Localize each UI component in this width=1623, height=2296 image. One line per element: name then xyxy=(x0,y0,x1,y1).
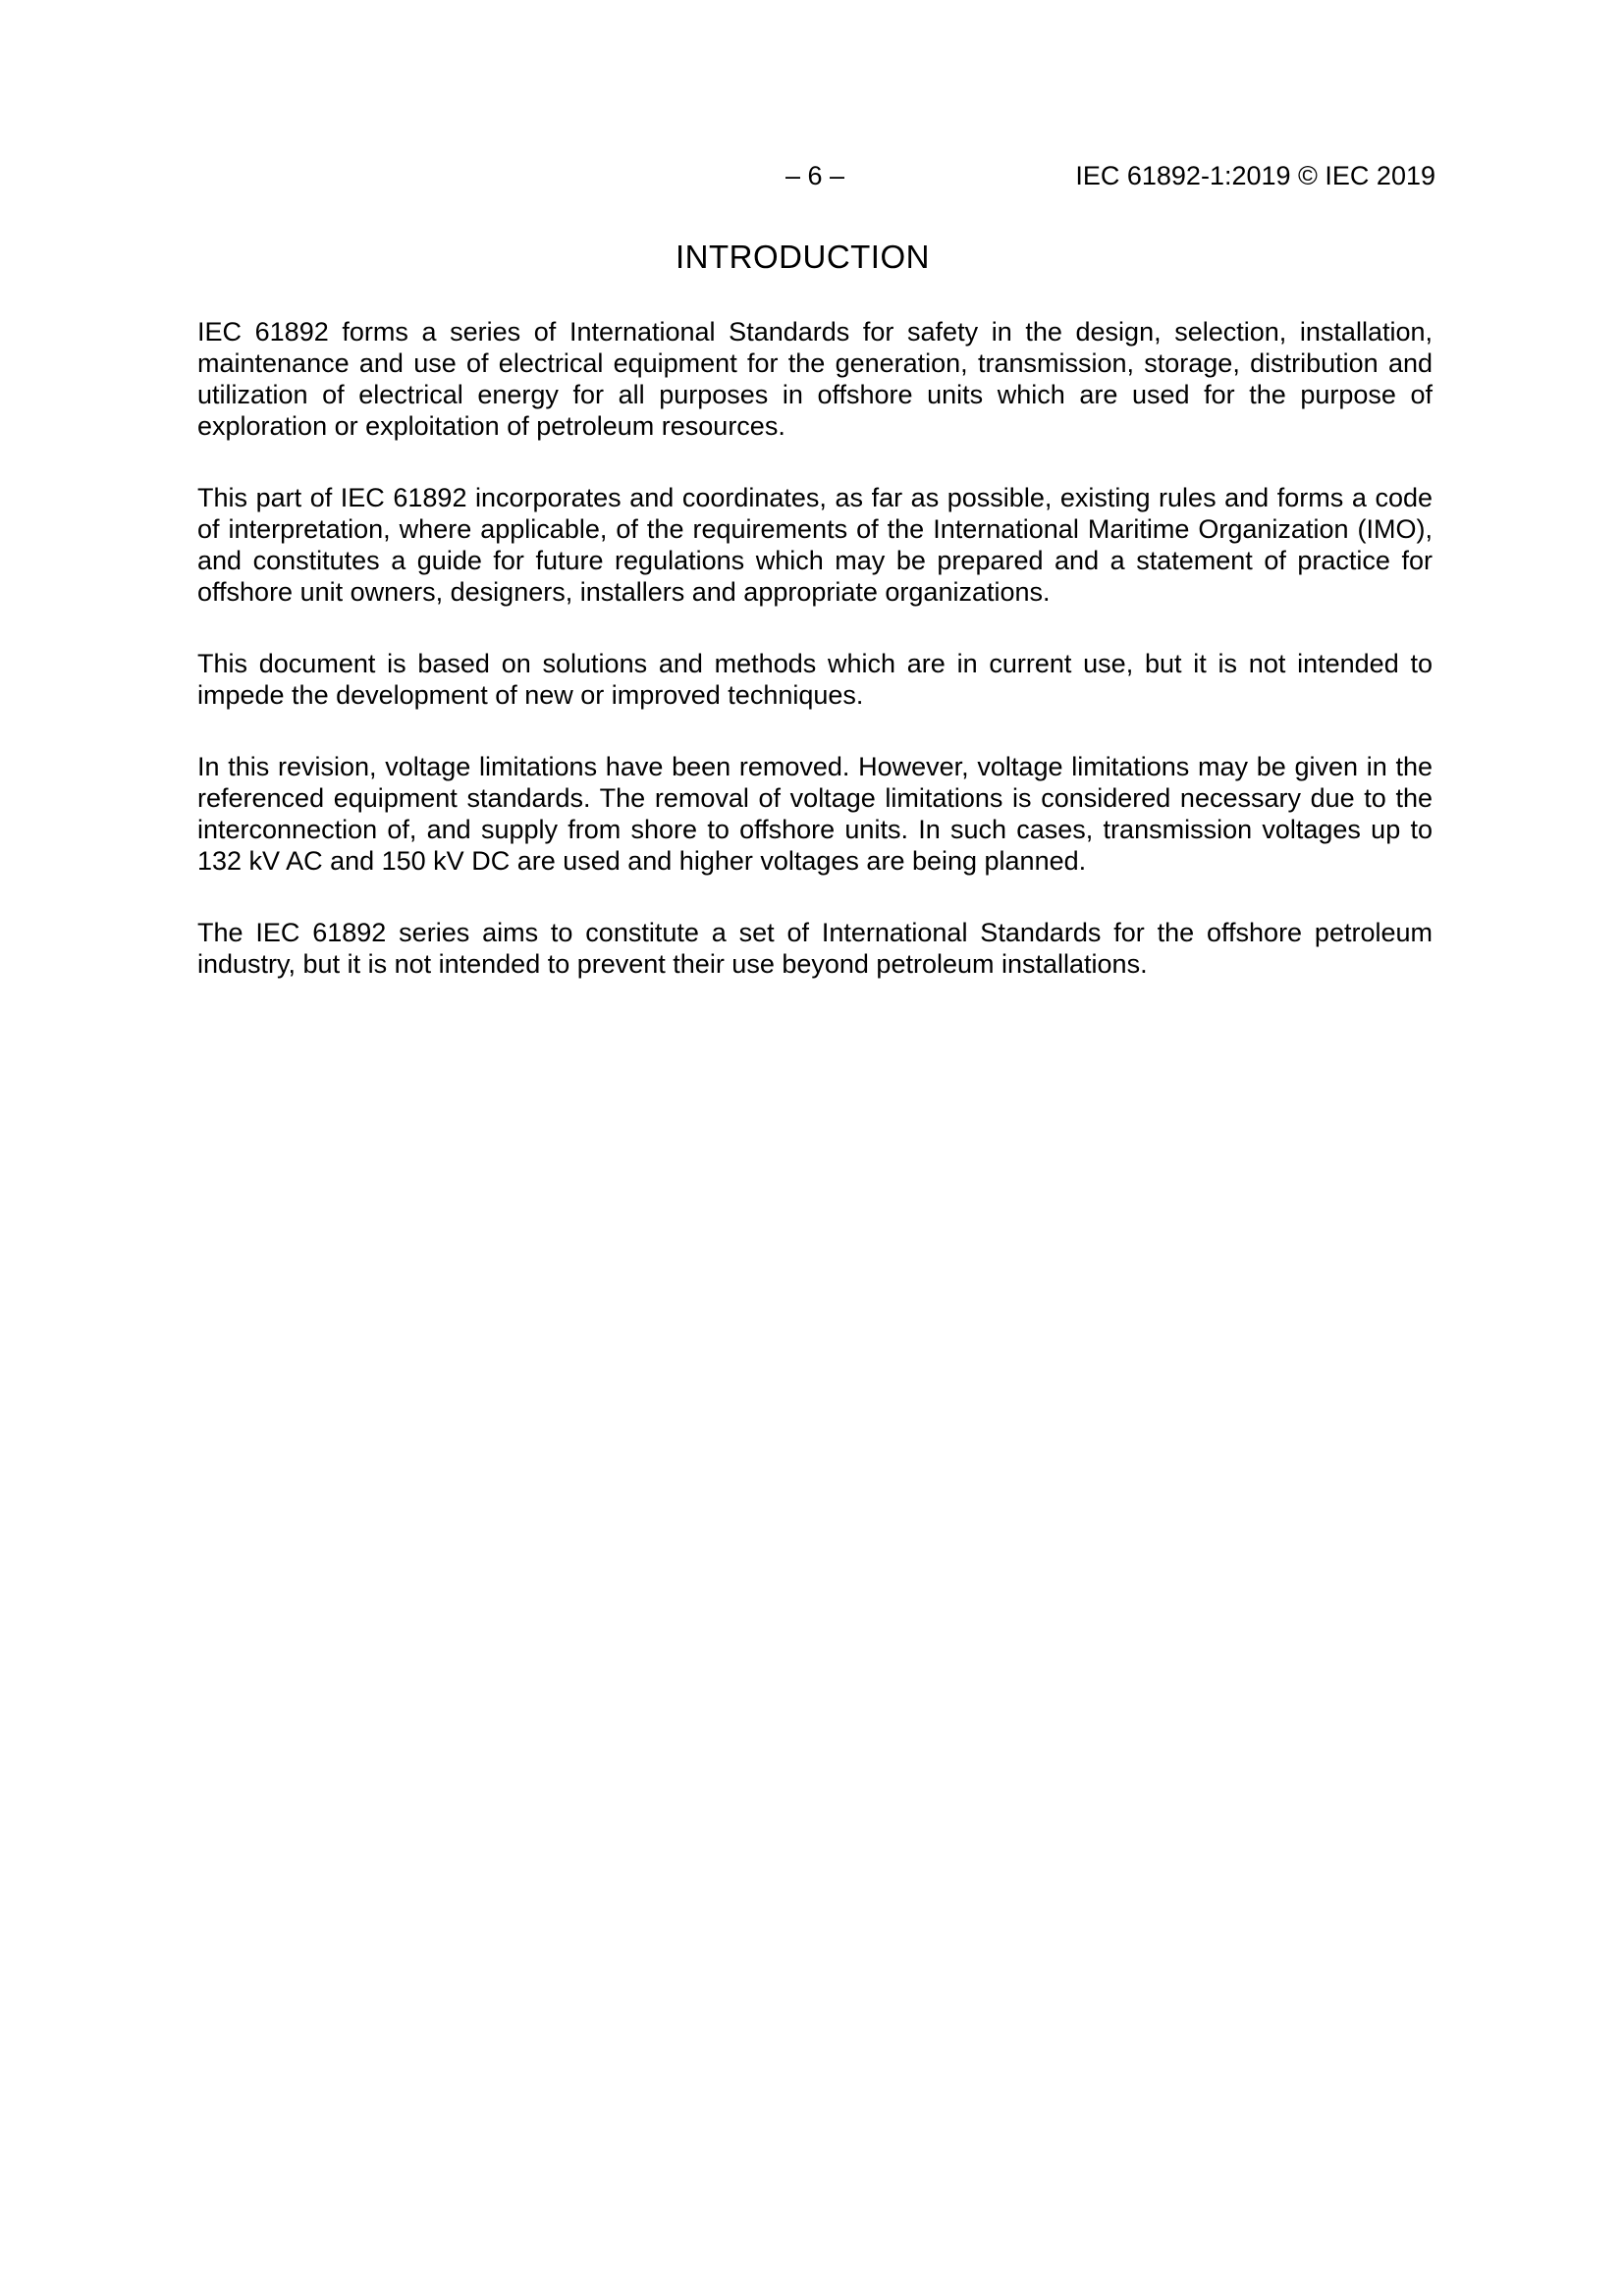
section-title: INTRODUCTION xyxy=(676,239,930,275)
document-reference: IEC 61892-1:2019 © IEC 2019 xyxy=(1075,161,1435,190)
section-body xyxy=(197,316,1433,1020)
paragraph: This part of IEC 61892 incorporates and coordinates, as far as possible, existing rules and forms a code of interpretation, where applicable, of the requirements of the International Maritime Organization (IMO), and constitutes a guide for future regulations which may be prepared and a statement of practice for offshore unit owners, designers, installers and appropriate organizations. xyxy=(197,483,1433,607)
page-number: – 6 – xyxy=(784,161,845,190)
paragraph: This document is based on solutions and methods which are in current use, but it is not intended to impede the development of new or improved techniques. xyxy=(197,649,1433,710)
paragraph: In this revision, voltage limitations have been removed. However, voltage limitations may be given in the referenced equipment standards. The removal of voltage limitations is considered necessary due to the interconnection of, and supply from shore to offshore units. In such cases, transmission voltages up to 132 kV AC and 150 kV DC are used and higher voltages are being planned. xyxy=(197,752,1433,876)
paragraph: The IEC 61892 series aims to constitute a set of International Standards for the offshore petroleum industry, but it is not intended to prevent their use beyond petroleum installations. xyxy=(197,918,1433,979)
paragraph: IEC 61892 forms a series of International Standards for safety in the design, selection, installation, maintenance and use of electrical equipment for the generation, transmission, storage, distribution and utilization of electrical energy for all purposes in offshore units which are used for the purpose of exploration or exploitation of petroleum resources. xyxy=(197,317,1433,441)
